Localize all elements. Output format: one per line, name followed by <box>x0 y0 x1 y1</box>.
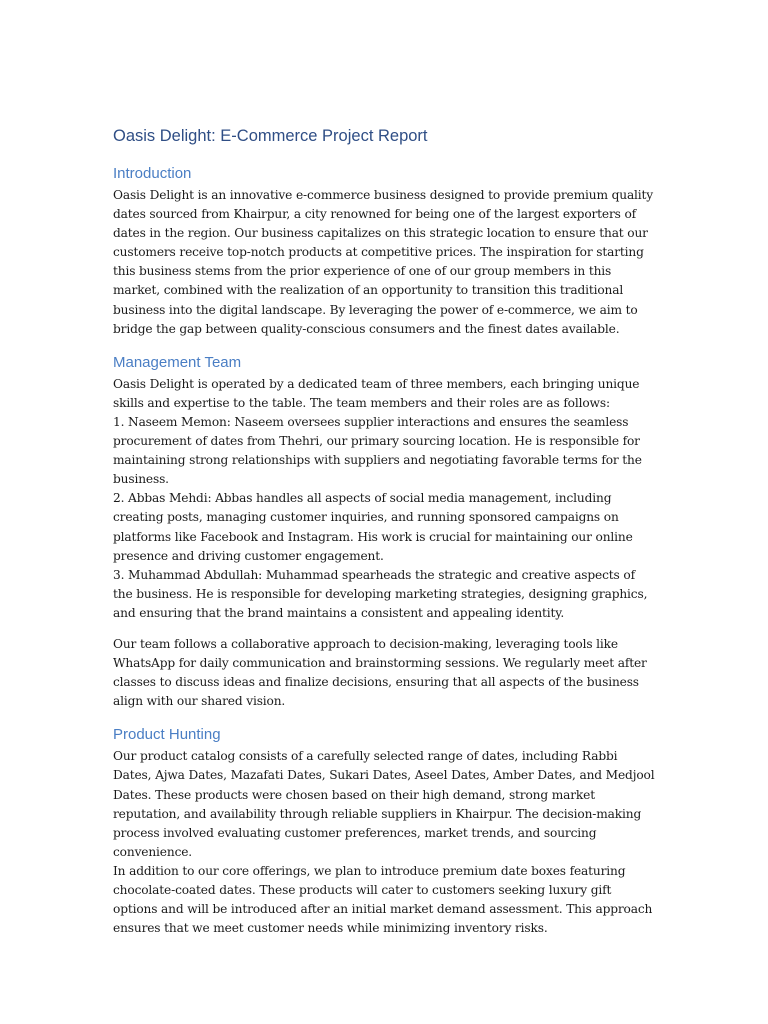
management-intro-paragraph: Oasis Delight is operated by a dedicated team of three members, each bringing unique skills and expertise to the table. The team members and their roles are as follows: <box>113 376 640 410</box>
section-management-team <box>113 353 658 712</box>
section-heading-introduction: Introduction <box>113 165 192 182</box>
product-expansion-paragraph: In addition to our core offerings, we plan to introduce premium date boxes featuring chocolate-coated dates. These products will cater to customers seeking luxury gift options and will be introduced after an initial market demand assessment. This approach ensures that we meet customer needs while minimizing inventory risks. <box>113 863 653 936</box>
team-member-naseem: 1. Naseem Memon: Naseem oversees supplier interactions and ensures the seamless procurement of dates from Thehri, our primary sourcing location. He is responsible for maintaining strong relationships with suppliers and negotiating favorable terms for the business. <box>113 414 642 487</box>
section-heading-management-team: Management Team <box>113 353 242 371</box>
paragraph-spacer <box>113 623 658 635</box>
product-catalog-paragraph: Our product catalog consists of a carefully selected range of dates, including Rabbi Dates, Ajwa Dates, Mazafati Dates, Sukari Dates, Aseel Dates, Amber Dates, and Medjool Dates. These products were chosen based on their high demand, strong market reputation, and availability through reliable suppliers in Khairpur. The decision-making process involved evaluating customer preferences, market trends, and sourcing convenience. <box>113 749 655 859</box>
section-introduction <box>113 164 658 339</box>
section-product-hunting <box>113 725 658 938</box>
introduction-paragraph: Oasis Delight is an innovative e-commerce business designed to provide premium quality dates sourced from Khairpur, a city renowned for being one of the largest exporters of dates in the region. Our business capitalizes on this strategic location to ensure that our customers receive top-notch products at competitive prices. The inspiration for starting this business stems from the prior experience of one of our group members in this market, combined with the realization of an opportunity to transition this traditional business into the digital landscape. By leveraging the power of e-commerce, we aim to bridge the gap between quality-conscious consumers and the finest dates available. <box>113 188 654 336</box>
section-heading-product-hunting: Product Hunting <box>113 726 221 744</box>
team-member-muhammad: 3. Muhammad Abdullah: Muhammad spearheads the strategic and creative aspects of the business. He is responsible for developing marketing strategies, designing graphics, and ensuring that the brand maintains a consistent and appealing identity. <box>113 567 648 620</box>
document-page <box>113 126 658 952</box>
team-approach-paragraph: Our team follows a collaborative approach to decision-making, leveraging tools like WhatsApp for daily communication and brainstorming sessions. We regularly meet after classes to discuss ideas and finalize decisions, ensuring that all aspects of the business align with our shared vision. <box>113 636 647 709</box>
document-title: Oasis Delight: E-Commerce Project Report <box>113 127 428 145</box>
team-member-abbas: 2. Abbas Mehdi: Abbas handles all aspects of social media management, including creating posts, managing customer inquiries, and running sponsored campaigns on platforms like Facebook and Instagram. His work is crucial for maintaining our online presence and driving customer engagement. <box>113 491 633 563</box>
